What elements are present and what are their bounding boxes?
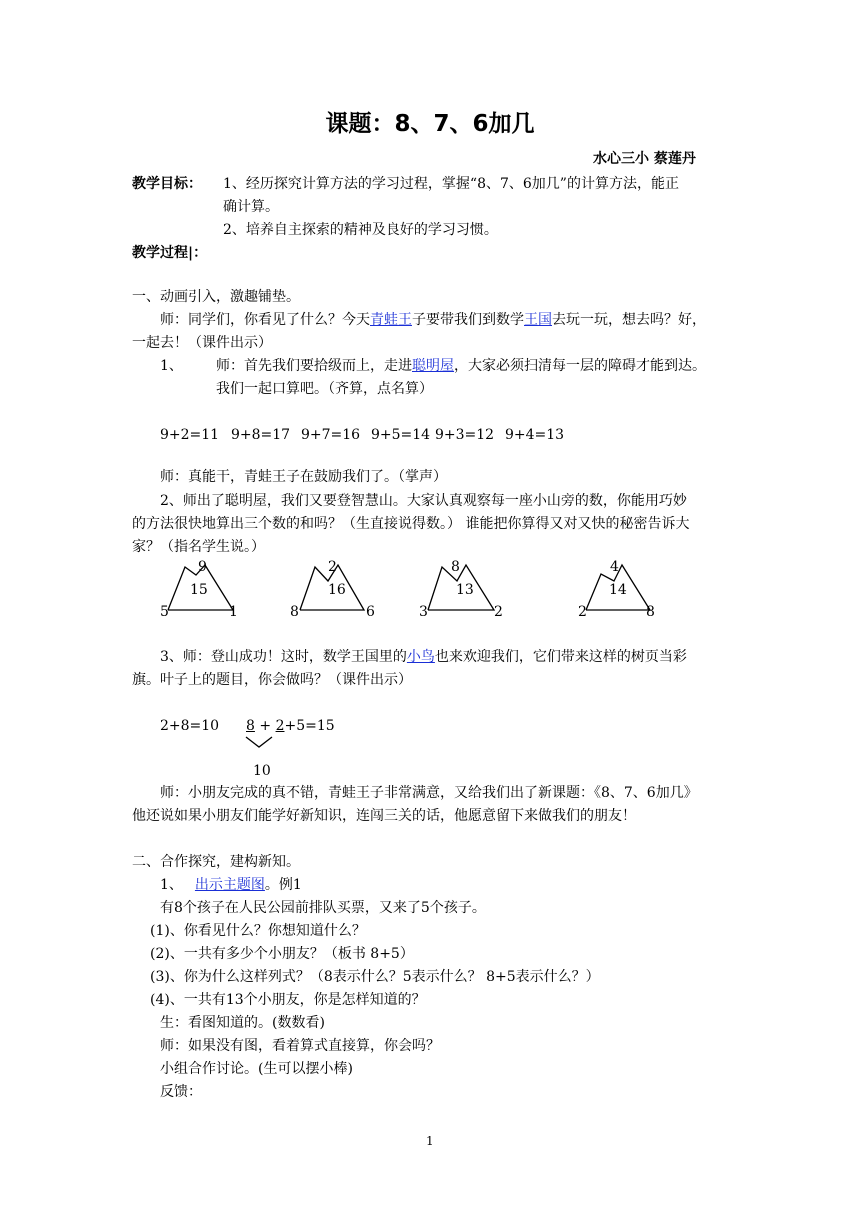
- mountain-1-left: 5: [160, 604, 169, 620]
- feedback-label: 反馈：: [160, 1084, 202, 1100]
- item-1-text-cont: 我们一起口算吧。（齐算，点名算）: [216, 381, 433, 397]
- mountain-4-left: 2: [578, 604, 587, 620]
- mountain-4-right: 8: [646, 604, 655, 620]
- calc-2: 9+8=17: [231, 427, 291, 443]
- mountain-1-right: 1: [229, 604, 238, 620]
- section-2-heading: 二、合作探究，建构新知。: [132, 854, 300, 870]
- mountain-4-top: 4: [610, 559, 619, 575]
- frog-prince-link[interactable]: 青蛙王: [370, 312, 412, 328]
- intro-paragraph: 师：同学们，你看见了什么？今天青蛙王子要带我们到数学王国去玩一玩，想去吗？好，: [160, 312, 706, 328]
- goal-1-line-b: 确计算。: [223, 199, 279, 215]
- goal-1-line-a: 1、经历探究计算方法的学习过程，掌握“8、7、6加几”的计算方法，能正: [223, 176, 679, 192]
- kingdom-link[interactable]: 王国: [524, 312, 552, 328]
- mountain-3-top: 8: [451, 559, 460, 575]
- calc-1: 9+2=11: [160, 427, 220, 443]
- item-2-line-c: 家？（指名学生说。）: [132, 539, 265, 555]
- page-title: 课题：8、7、6加几: [325, 111, 535, 137]
- item-3-text-cont: 旗。叶子上的题目，你会做吗？（课件出示）: [132, 672, 412, 688]
- mountain-1-top: 9: [198, 559, 207, 575]
- mountain-4: [578, 559, 655, 620]
- question-1: (1)、你看见什么？你想知道什么？: [150, 923, 366, 939]
- goal-2: 2、培养自主探索的精神及良好的学习习惯。: [223, 222, 498, 238]
- item-2-line-b: 的方法很快地算出三个数的和吗？（生直接说得数。） 谁能把你算得又对又快的秘密告诉大: [132, 516, 690, 532]
- author-line: 水心三小 蔡莲丹: [593, 151, 696, 167]
- equation-1: 2+8=10: [160, 718, 220, 734]
- paragraph-2-line-a: 师：小朋友完成的真不错，青蛙王子非常满意，又给我们出了新课题：《8、7、6加几》: [160, 785, 698, 801]
- mountain-4-center: 14: [609, 582, 627, 598]
- mountain-3-center: 13: [456, 582, 474, 598]
- section-2-item-1: 1、 出示主题图。例1: [160, 877, 302, 893]
- equation-2: 8 + 2+5=15: [246, 718, 335, 734]
- question-4: (4)、一共有13个小朋友，你是怎样知道的？: [150, 992, 426, 1008]
- mountain-3-left: 3: [419, 604, 428, 620]
- item-1-number: 1、: [160, 358, 183, 374]
- group-discussion: 小组合作讨论。(生可以摆小棒): [160, 1061, 353, 1077]
- mountain-2-center: 16: [328, 582, 346, 598]
- bird-link[interactable]: 小鸟: [406, 649, 435, 665]
- page-number: 1: [426, 1134, 434, 1148]
- mountain-1: [160, 559, 238, 620]
- smart-house-link[interactable]: 聪明屋: [412, 358, 454, 374]
- section-1-heading: 一、动画引入，激趣铺垫。: [132, 289, 300, 305]
- question-2: (2)、一共有多少个小朋友？（板书 8+5）: [150, 946, 414, 962]
- intro-paragraph-cont: 一起去！（课件出示）: [132, 335, 272, 351]
- theme-picture-link[interactable]: 出示主题图: [194, 877, 265, 893]
- mountain-2-top: 2: [328, 559, 337, 575]
- mountain-3: [419, 559, 503, 620]
- item-2-line-a: 2、师出了聪明屋，我们又要登智慧山。大家认真观察每一座小山旁的数，你能用巧妙: [160, 493, 687, 509]
- paragraph-2-line-b: 他还说如果小朋友们能学好新知识，连闯三关的话，他愿意留下来做我们的朋友！: [132, 808, 636, 824]
- sum-bracket: [244, 735, 278, 751]
- student-answer: 生：看图知道的。(数数看): [160, 1015, 325, 1031]
- question-3: (3)、你为什么这样列式？（8表示什么？5表示什么？ 8+5表示什么？）: [150, 969, 600, 985]
- praise-line: 师：真能干，青蛙王子在鼓励我们了。（掌声）: [160, 469, 447, 485]
- teacher-question: 师：如果没有图，看着算式直接算，你会吗？: [160, 1038, 440, 1054]
- equation-2-sum: 10: [253, 763, 271, 779]
- mountain-2-right: 6: [366, 604, 375, 620]
- calc-3: 9+7=16: [301, 427, 361, 443]
- process-label: 教学过程|：: [132, 245, 208, 261]
- mountain-1-center: 15: [190, 582, 208, 598]
- calc-5: 9+3=12: [435, 427, 495, 443]
- item-1-text: 师：首先我们要拾级而上，走进聪明屋，大家必须扫清每一层的障碍才能到达。: [216, 358, 706, 374]
- goals-label: 教学目标：: [132, 176, 202, 192]
- item-3-text: 3、师：登山成功！这时，数学王国里的小鸟也来欢迎我们，它们带来这样的树页当彩: [160, 649, 687, 665]
- mountain-2: [290, 559, 375, 620]
- calc-6: 9+4=13: [505, 427, 565, 443]
- story-line: 有8个孩子在人民公园前排队买票，又来了5个孩子。: [160, 900, 486, 916]
- mountain-2-left: 8: [290, 604, 299, 620]
- mountain-3-right: 2: [494, 604, 503, 620]
- calc-4: 9+5=14: [371, 427, 431, 443]
